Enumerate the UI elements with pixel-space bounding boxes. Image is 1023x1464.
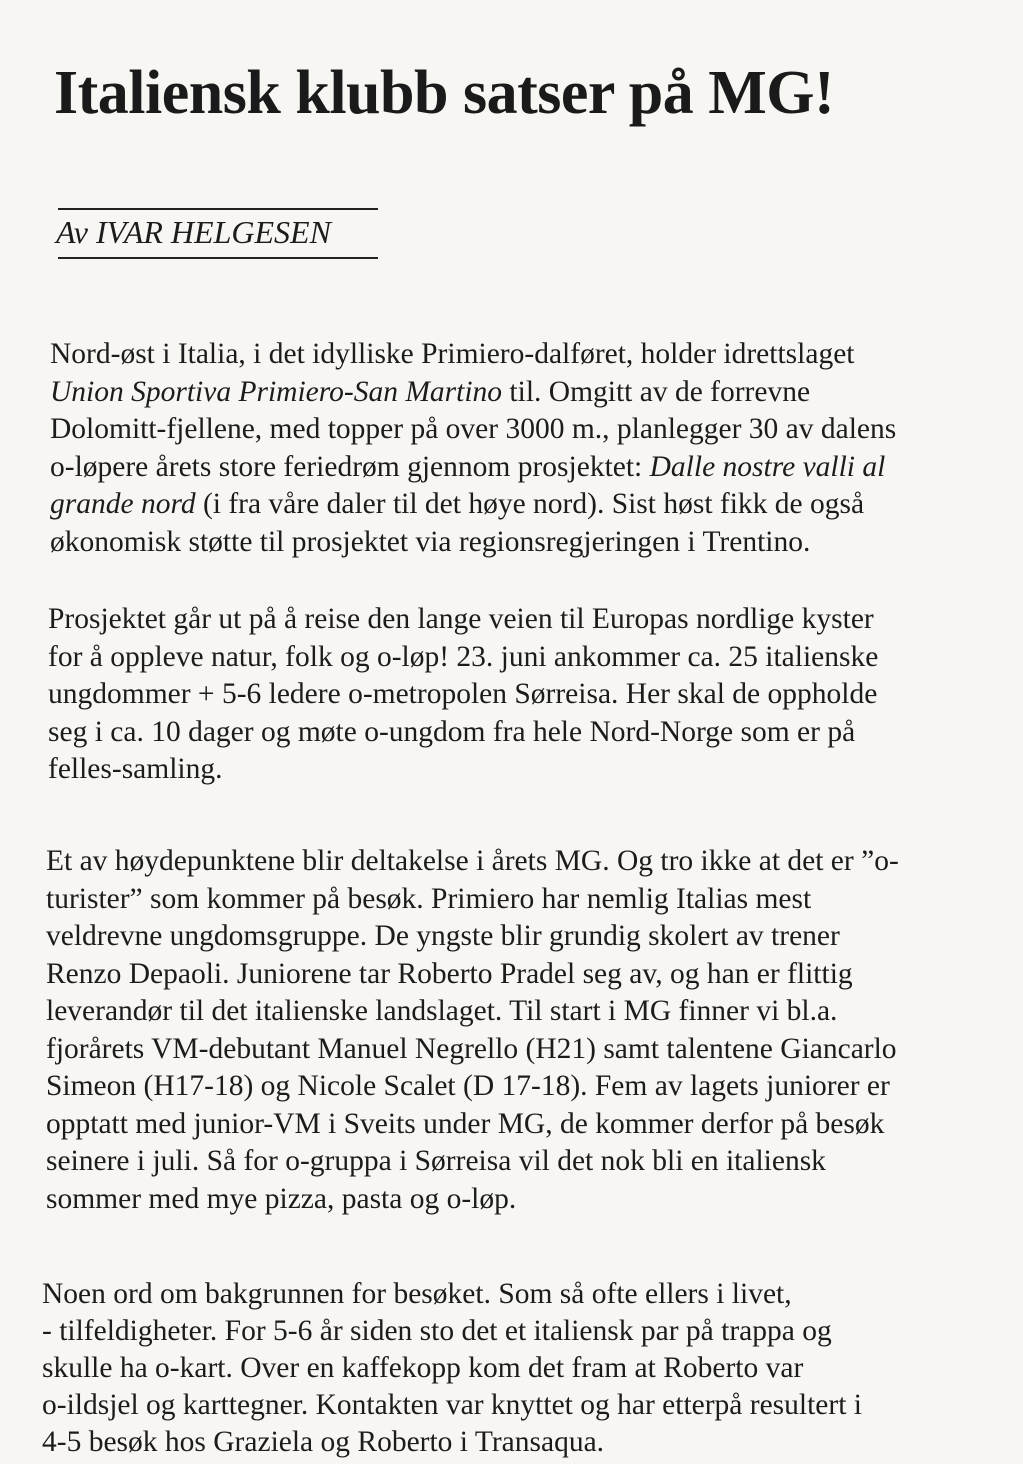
body-text: Dolomitt-fjellene, med topper på over 3000 m., planlegger 30 av dalens [50, 413, 897, 445]
paragraph-line [50, 486, 896, 524]
body-text: Et av høydepunktene blir deltakelse i årets MG. Og tro ikke at det er ”o- [46, 845, 899, 877]
body-text: sommer med mye pizza, pasta og o-løp. [46, 1182, 517, 1215]
paragraph-3 [46, 843, 899, 1218]
paragraph-1 [50, 336, 896, 561]
paragraph-line [50, 374, 896, 412]
body-text: opptatt med junior-VM i Sveits under MG, de kommer derfor på besøk [46, 1107, 885, 1140]
paragraph-line [46, 881, 899, 919]
paragraph-line [46, 956, 899, 994]
article-byline: Av IVAR HELGESEN [56, 214, 331, 250]
body-text: turister” som kommer på besøk. Primiero har nemlig Italias mest [46, 882, 812, 915]
paragraph-line [46, 1143, 899, 1181]
body-text: seinere i juli. Så for o-gruppa i Sørreisa vil det nok bli en italiensk [46, 1145, 826, 1177]
article-headline: Italiensk klubb satser på MG! [54, 59, 835, 127]
body-text: 4-5 besøk hos Graziela og Roberto i Transaqua. [42, 1426, 605, 1458]
paragraph-line [46, 993, 899, 1031]
body-text: o-løpere årets store feriedrøm gjennom prosjektet: [50, 450, 650, 483]
byline-bottom-rule [58, 257, 378, 259]
paragraph-line [46, 1068, 899, 1106]
body-text: - tilfeldigheter. For 5-6 år siden sto det et italiensk par på trappa og [42, 1315, 832, 1347]
paragraph-line [48, 751, 878, 789]
body-text: Renzo Depaoli. Juniorene tar Roberto Pradel seg av, og han er flittig [46, 957, 853, 990]
italic-text: Union Sportiva Primiero-San Martino [50, 375, 503, 408]
byline-top-rule [58, 208, 378, 210]
body-text: o-ildsjel og karttegner. Kontakten var knyttet og har etterpå resultert i [42, 1389, 862, 1421]
paragraph-line [42, 1313, 862, 1350]
paragraph-line [50, 336, 896, 374]
paragraph-line [46, 843, 899, 881]
body-text: fjorårets VM-debutant Manuel Negrello (H21) samt talentene Giancarlo [46, 1032, 897, 1065]
paragraph-2 [48, 601, 878, 789]
italic-text: grande nord [50, 488, 196, 520]
paragraph-line [50, 524, 896, 562]
body-text: felles-samling. [48, 753, 223, 785]
paragraph-4 [42, 1276, 862, 1461]
paragraph-line [42, 1350, 862, 1387]
paragraph-line [48, 676, 878, 714]
body-text: leverandør til det italienske landslaget. Til start i MG finner vi bl.a. [46, 995, 838, 1027]
paragraph-line [42, 1424, 862, 1461]
paragraph-line [46, 918, 899, 956]
paragraph-line [48, 601, 878, 639]
paragraph-line [42, 1276, 862, 1313]
body-text: skulle ha o-kart. Over en kaffekopp kom det fram at Roberto var [42, 1352, 804, 1384]
body-text: for å oppleve natur, folk og o-løp! 23. juni ankommer ca. 25 italienske [48, 640, 879, 673]
paragraph-line [46, 1181, 899, 1219]
body-text: veldrevne ungdomsgruppe. De yngste blir grundig skolert av trener [46, 920, 840, 952]
italic-text: Dalle nostre valli al [649, 450, 886, 483]
body-text: ungdommer + 5-6 ledere o-metropolen Sørreisa. Her skal de oppholde [48, 678, 878, 710]
paragraph-line [48, 639, 878, 677]
paragraph-line [50, 449, 896, 487]
body-text: økonomisk støtte til prosjektet via regionsregjeringen i Trentino. [50, 525, 811, 558]
body-text: (i fra våre daler til det høye nord). Sist høst fikk de også [195, 488, 865, 520]
body-text: seg i ca. 10 dager og møte o-ungdom fra hele Nord-Norge som er på [48, 715, 856, 748]
body-text: Simeon (H17-18) og Nicole Scalet (D 17-18). Fem av lagets juniorer er [46, 1070, 890, 1102]
body-text: Noen ord om bakgrunnen for besøket. Som så ofte ellers i livet, [42, 1278, 792, 1310]
paragraph-line [46, 1031, 899, 1069]
paragraph-line [42, 1387, 862, 1424]
paragraph-line [50, 411, 896, 449]
body-text: Prosjektet går ut på å reise den lange veien til Europas nordlige kyster [48, 603, 874, 635]
paragraph-line [48, 714, 878, 752]
paragraph-line [46, 1106, 899, 1144]
body-text: Nord-øst i Italia, i det idylliske Primiero-dalføret, holder idrettslaget [50, 338, 855, 370]
body-text: til. Omgitt av de forrevne [502, 375, 811, 408]
